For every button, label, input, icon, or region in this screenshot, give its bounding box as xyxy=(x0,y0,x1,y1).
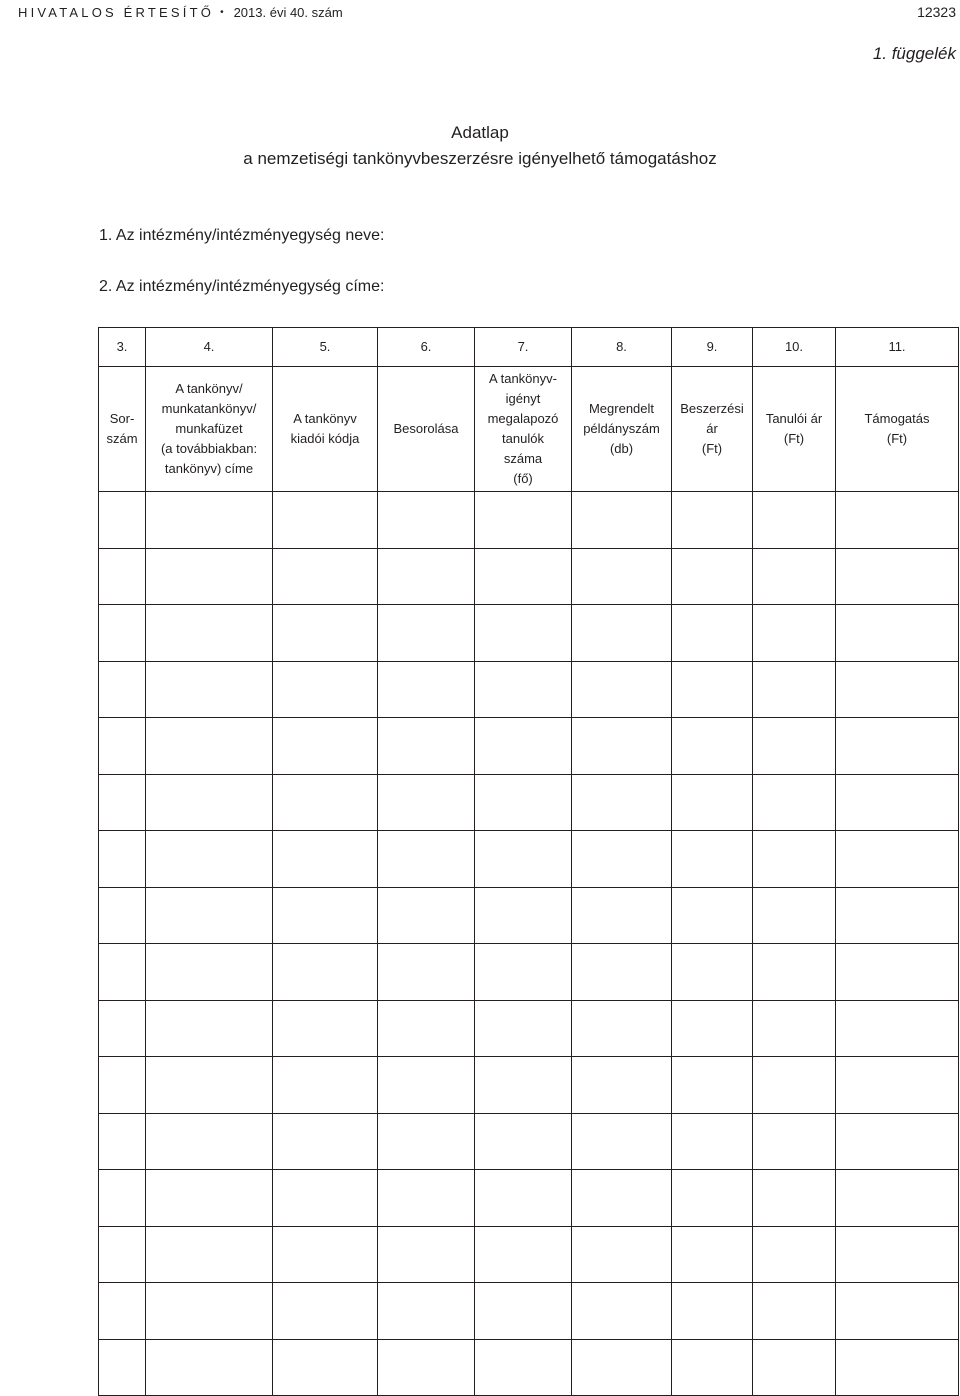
table-cell[interactable] xyxy=(475,887,572,944)
table-cell[interactable] xyxy=(146,548,273,605)
table-cell[interactable] xyxy=(475,774,572,831)
table-row xyxy=(99,1283,959,1340)
table-row xyxy=(99,718,959,775)
column-number: 10. xyxy=(753,328,836,367)
table-cell[interactable] xyxy=(572,1283,672,1340)
table-cell[interactable] xyxy=(836,1283,959,1340)
table-cell[interactable] xyxy=(378,1057,475,1114)
table-cell[interactable] xyxy=(475,1283,572,1340)
column-header xyxy=(273,367,378,492)
table-cell[interactable] xyxy=(273,1113,378,1170)
column-number: 8. xyxy=(572,328,672,367)
table-cell[interactable] xyxy=(146,1000,273,1057)
table-cell[interactable] xyxy=(146,1113,273,1170)
appendix-label: 1. függelék xyxy=(872,44,956,63)
table-cell[interactable] xyxy=(753,887,836,944)
table-row xyxy=(99,831,959,888)
table-row xyxy=(99,774,959,831)
table-cell[interactable] xyxy=(378,1226,475,1283)
journal-info xyxy=(18,5,343,20)
column-header-line: (db) xyxy=(609,441,634,456)
table-cell[interactable] xyxy=(273,605,378,662)
table-cell[interactable] xyxy=(475,1113,572,1170)
table-cell[interactable] xyxy=(672,718,753,775)
table-cell[interactable] xyxy=(672,605,753,662)
table-cell[interactable] xyxy=(273,831,378,888)
column-header xyxy=(146,367,273,492)
table-cell[interactable] xyxy=(475,492,572,549)
table-cell[interactable] xyxy=(836,944,959,1001)
table-cell[interactable] xyxy=(672,1000,753,1057)
table-cell[interactable] xyxy=(273,492,378,549)
table-cell[interactable] xyxy=(146,661,273,718)
table-row xyxy=(99,605,959,662)
table-cell[interactable] xyxy=(475,831,572,888)
column-header-line: ár xyxy=(706,421,718,436)
column-header-line: kiadói kódja xyxy=(290,431,360,446)
table-cell[interactable] xyxy=(753,831,836,888)
table-cell[interactable] xyxy=(836,1000,959,1057)
table-cell[interactable] xyxy=(753,1283,836,1340)
table-cell[interactable] xyxy=(99,1226,146,1283)
table-cell[interactable] xyxy=(99,548,146,605)
table-cell[interactable] xyxy=(378,1339,475,1396)
table-row xyxy=(99,548,959,605)
column-header-row xyxy=(99,367,959,492)
column-header-line: Beszerzési xyxy=(680,401,744,416)
table-cell[interactable] xyxy=(836,1339,959,1396)
table-cell[interactable] xyxy=(273,1226,378,1283)
table-cell[interactable] xyxy=(273,1339,378,1396)
table-cell[interactable] xyxy=(378,492,475,549)
column-header-line: Besorolása xyxy=(393,421,459,436)
table-cell[interactable] xyxy=(672,1283,753,1340)
table-cell[interactable] xyxy=(378,1170,475,1227)
form-table xyxy=(98,327,959,1396)
table-cell[interactable] xyxy=(475,1000,572,1057)
table-cell[interactable] xyxy=(753,1226,836,1283)
table-cell[interactable] xyxy=(836,718,959,775)
column-header-line: tankönyv) címe xyxy=(164,461,254,476)
table-cell[interactable] xyxy=(572,944,672,1001)
table-cell[interactable] xyxy=(572,718,672,775)
table-cell[interactable] xyxy=(146,1339,273,1396)
table-cell[interactable] xyxy=(753,1170,836,1227)
table-cell[interactable] xyxy=(378,1113,475,1170)
column-header-line: A tankönyv- xyxy=(489,371,557,386)
table-cell[interactable] xyxy=(273,1057,378,1114)
table-cell[interactable] xyxy=(753,1113,836,1170)
table-cell[interactable] xyxy=(378,831,475,888)
table-cell[interactable] xyxy=(146,1057,273,1114)
table-cell[interactable] xyxy=(672,1339,753,1396)
table-row xyxy=(99,887,959,944)
table-cell[interactable] xyxy=(99,774,146,831)
column-header-line: A tankönyv/ xyxy=(175,381,243,396)
table-cell[interactable] xyxy=(672,492,753,549)
table-cell[interactable] xyxy=(273,944,378,1001)
table-row xyxy=(99,661,959,718)
column-number: 9. xyxy=(672,328,753,367)
table-cell[interactable] xyxy=(672,774,753,831)
table-cell[interactable] xyxy=(146,1170,273,1227)
table-cell[interactable] xyxy=(572,1226,672,1283)
table-cell[interactable] xyxy=(475,661,572,718)
institution-address-label: 2. Az intézmény/intézményegység címe: xyxy=(99,278,385,295)
column-number: 3. xyxy=(99,328,146,367)
table-cell[interactable] xyxy=(753,492,836,549)
journal-name: HIVATALOS ÉRTESÍTŐ xyxy=(18,4,215,20)
table-cell[interactable] xyxy=(378,887,475,944)
table-cell[interactable] xyxy=(836,831,959,888)
table-cell[interactable] xyxy=(273,1170,378,1227)
column-header-line: Támogatás xyxy=(864,411,930,426)
table-cell[interactable] xyxy=(836,1113,959,1170)
table-cell[interactable] xyxy=(672,1226,753,1283)
column-header xyxy=(572,367,672,492)
table-cell[interactable] xyxy=(572,774,672,831)
table-cell[interactable] xyxy=(836,1170,959,1227)
column-number: 7. xyxy=(475,328,572,367)
table-cell[interactable] xyxy=(836,887,959,944)
table-cell[interactable] xyxy=(836,548,959,605)
column-header-line: (a továbbiakban: xyxy=(160,441,258,456)
table-cell[interactable] xyxy=(475,548,572,605)
column-header-line: Tanulói ár xyxy=(765,411,823,426)
table-cell[interactable] xyxy=(99,605,146,662)
table-cell[interactable] xyxy=(672,1057,753,1114)
table-cell[interactable] xyxy=(672,661,753,718)
column-header-line: A tankönyv xyxy=(293,411,357,426)
table-cell[interactable] xyxy=(672,1170,753,1227)
column-header-line: Megrendelt xyxy=(588,401,655,416)
table-row xyxy=(99,1057,959,1114)
table-row xyxy=(99,492,959,549)
column-header-line: Sor- xyxy=(109,411,135,426)
table-cell[interactable] xyxy=(753,1000,836,1057)
table-cell[interactable] xyxy=(146,831,273,888)
table-cell[interactable] xyxy=(475,944,572,1001)
table-cell[interactable] xyxy=(753,774,836,831)
column-header-line: (Ft) xyxy=(783,431,805,446)
table-cell[interactable] xyxy=(99,1113,146,1170)
table-cell[interactable] xyxy=(836,1226,959,1283)
table-cell[interactable] xyxy=(378,548,475,605)
table-cell[interactable] xyxy=(572,1339,672,1396)
table-cell[interactable] xyxy=(672,887,753,944)
table-cell[interactable] xyxy=(475,718,572,775)
table-cell[interactable] xyxy=(475,1226,572,1283)
table-cell[interactable] xyxy=(273,548,378,605)
table-cell[interactable] xyxy=(378,1000,475,1057)
column-number: 5. xyxy=(273,328,378,367)
table-row xyxy=(99,1113,959,1170)
table-cell[interactable] xyxy=(572,548,672,605)
table-cell[interactable] xyxy=(572,887,672,944)
column-header-line: munkafüzet xyxy=(175,421,243,436)
column-number-row xyxy=(99,328,959,367)
table-cell[interactable] xyxy=(146,944,273,1001)
column-header-line: példányszám xyxy=(583,421,660,436)
table-cell[interactable] xyxy=(378,774,475,831)
column-header xyxy=(672,367,753,492)
table-cell[interactable] xyxy=(572,605,672,662)
table-cell[interactable] xyxy=(273,1283,378,1340)
table-cell[interactable] xyxy=(146,887,273,944)
table-cell[interactable] xyxy=(378,1283,475,1340)
column-number: 11. xyxy=(836,328,959,367)
table-cell[interactable] xyxy=(99,831,146,888)
table-cell[interactable] xyxy=(753,548,836,605)
table-cell[interactable] xyxy=(672,548,753,605)
column-header-line: (Ft) xyxy=(701,441,723,456)
table-cell[interactable] xyxy=(273,661,378,718)
form-title xyxy=(0,120,960,172)
table-cell[interactable] xyxy=(146,492,273,549)
table-cell[interactable] xyxy=(99,1339,146,1396)
table-cell[interactable] xyxy=(572,831,672,888)
column-header-line: szám xyxy=(106,431,138,446)
table-row xyxy=(99,1170,959,1227)
table-cell[interactable] xyxy=(99,1283,146,1340)
table-cell[interactable] xyxy=(273,1000,378,1057)
table-cell[interactable] xyxy=(572,1170,672,1227)
table-cell[interactable] xyxy=(146,1283,273,1340)
table-cell[interactable] xyxy=(378,944,475,1001)
page-header xyxy=(18,2,956,22)
column-header xyxy=(99,367,146,492)
table-cell[interactable] xyxy=(572,1057,672,1114)
table-cell[interactable] xyxy=(99,661,146,718)
column-number: 4. xyxy=(146,328,273,367)
table-cell[interactable] xyxy=(99,492,146,549)
table-cell[interactable] xyxy=(836,661,959,718)
title-line-1: Adatlap xyxy=(451,123,509,142)
table-cell[interactable] xyxy=(836,605,959,662)
table-cell[interactable] xyxy=(99,1057,146,1114)
table-row xyxy=(99,1226,959,1283)
table-cell[interactable] xyxy=(378,605,475,662)
table-cell[interactable] xyxy=(273,774,378,831)
institution-name-label: 1. Az intézmény/intézményegység neve: xyxy=(99,227,385,244)
table-row xyxy=(99,1000,959,1057)
table-cell[interactable] xyxy=(672,831,753,888)
column-header-line: munkatankönyv/ xyxy=(161,401,257,416)
table-cell[interactable] xyxy=(475,1339,572,1396)
table-cell[interactable] xyxy=(572,661,672,718)
column-number: 6. xyxy=(378,328,475,367)
table-cell[interactable] xyxy=(99,887,146,944)
table-row xyxy=(99,944,959,1001)
column-header-line: száma xyxy=(503,451,543,466)
column-header-line: (Ft) xyxy=(886,431,908,446)
table-cell[interactable] xyxy=(146,774,273,831)
table-cell[interactable] xyxy=(836,1057,959,1114)
table-cell[interactable] xyxy=(146,605,273,662)
table-cell[interactable] xyxy=(475,605,572,662)
table-cell[interactable] xyxy=(672,1113,753,1170)
column-header-line: igényt xyxy=(505,391,541,406)
table-cell[interactable] xyxy=(475,1057,572,1114)
table-cell[interactable] xyxy=(378,718,475,775)
table-cell[interactable] xyxy=(753,718,836,775)
column-header-line: megalapozó xyxy=(487,411,559,426)
column-header xyxy=(378,367,475,492)
table-cell[interactable] xyxy=(99,944,146,1001)
issue-number: 2013. évi 40. szám xyxy=(233,4,343,20)
table-cell[interactable] xyxy=(672,944,753,1001)
table-cell[interactable] xyxy=(753,661,836,718)
column-header xyxy=(753,367,836,492)
table-cell[interactable] xyxy=(836,774,959,831)
table-cell[interactable] xyxy=(572,1000,672,1057)
column-header-line: (fő) xyxy=(513,471,533,486)
column-header xyxy=(836,367,959,492)
table-cell[interactable] xyxy=(378,661,475,718)
page-number: 12323 xyxy=(917,4,956,20)
table-cell[interactable] xyxy=(273,887,378,944)
table-cell[interactable] xyxy=(836,492,959,549)
table-cell[interactable] xyxy=(753,944,836,1001)
table-cell[interactable] xyxy=(99,718,146,775)
table-cell[interactable] xyxy=(99,1170,146,1227)
bullet-separator: • xyxy=(220,6,224,18)
table-cell[interactable] xyxy=(475,1170,572,1227)
column-header xyxy=(475,367,572,492)
title-line-2: a nemzetiségi tankönyvbeszerzésre igényelhető támogatáshoz xyxy=(243,149,717,168)
table-cell[interactable] xyxy=(572,492,672,549)
table-cell[interactable] xyxy=(753,1339,836,1396)
table-row xyxy=(99,1339,959,1396)
table-cell[interactable] xyxy=(99,1000,146,1057)
table-cell[interactable] xyxy=(146,1226,273,1283)
table-cell[interactable] xyxy=(572,1113,672,1170)
table-cell[interactable] xyxy=(273,718,378,775)
table-cell[interactable] xyxy=(753,1057,836,1114)
table-cell[interactable] xyxy=(146,718,273,775)
column-header-line: tanulók xyxy=(502,431,544,446)
table-cell[interactable] xyxy=(753,605,836,662)
